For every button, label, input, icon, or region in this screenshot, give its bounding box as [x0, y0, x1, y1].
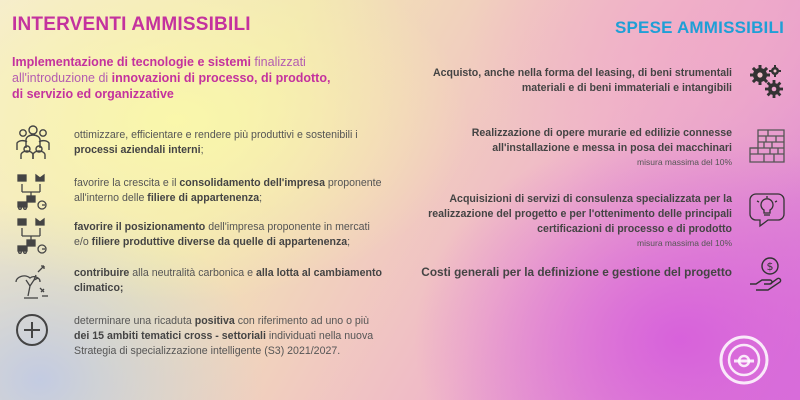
brick-wall-icon — [748, 126, 786, 164]
intervento-item-3 — [14, 216, 384, 254]
intro-plain-1: finalizzati all'introduzione di — [12, 55, 306, 85]
money-hand-icon — [748, 256, 786, 294]
intervento-text-3: favorire il posizionamento dell'impresa proponente in mercati e/o filiere produttive diverse da quelle di appartenenza; — [74, 221, 370, 248]
intervento-text-1: ottimizzare, efficientare e rendere più produttivi e sostenibili i processi aziendali interni; — [74, 129, 358, 156]
right-title: SPESE AMMISSIBILI — [614, 18, 784, 37]
people-group-icon — [14, 122, 52, 160]
intervento-item-2 — [14, 172, 384, 210]
spesa-text-1: Acquisto, anche nella forma del leasing, di beni strumentali materiali e di beni immateriali e intangibili — [432, 67, 732, 94]
intervento-item-4 — [14, 262, 384, 300]
intervento-text-2: favorire la crescita e il consolidamento dell'impresa proponente all'interno delle filiere di appartenenza; — [74, 177, 382, 204]
spesa-note-2: misura massima del 10% — [637, 157, 732, 167]
spesa-item-3 — [402, 192, 732, 249]
left-title: INTERVENTI AMMISSIBILI — [12, 14, 251, 35]
spesa-item-4 — [402, 264, 732, 281]
spesa-note-3: misura massima del 10% — [637, 238, 732, 248]
spesa-text-2: Realizzazione di opere murarie ed edilizie connesse all'installazione e messa in posa dei macchinari — [471, 127, 732, 154]
svg-text:$: $ — [766, 260, 774, 273]
consulting-lightbulb-icon — [748, 190, 786, 228]
climate-tree-icon — [14, 262, 52, 300]
spesa-text-4: Costi generali per la definizione e gestione del progetto — [421, 265, 732, 279]
spesa-text-3: Acquisizioni di servizi di consulenza specializzata per la realizzazione del progetto e per l'ottenimento delle principali certificazioni di processo e di prodotto — [428, 193, 732, 235]
plus-circle-icon — [14, 310, 52, 348]
intro-bold-1: Implementazione di tecnologie e sistemi — [12, 55, 251, 69]
spesa-item-1 — [402, 66, 732, 96]
supply-chain-icon — [14, 172, 52, 210]
intervento-text-5: determinare una ricaduta positiva con riferimento ad uno o più dei 15 ambiti tematici cross - settoriali individuati nella nuova Strategia di specializzazione intelligente (S3) 2021/2027. — [74, 315, 374, 357]
intro-bold-2: innovazioni di processo, di prodotto, di servizio ed organizzative — [12, 71, 331, 101]
supply-chain-icon — [14, 216, 52, 254]
intervento-item-1 — [14, 122, 384, 160]
gears-icon — [748, 62, 786, 100]
intervento-text-4: contribuire alla neutralità carbonica e alla lotta al cambiamento climatico; — [74, 267, 382, 294]
intervento-item-5 — [14, 310, 384, 359]
intro-text — [12, 54, 332, 102]
logo-icon — [718, 334, 770, 386]
spesa-item-2 — [402, 126, 732, 168]
